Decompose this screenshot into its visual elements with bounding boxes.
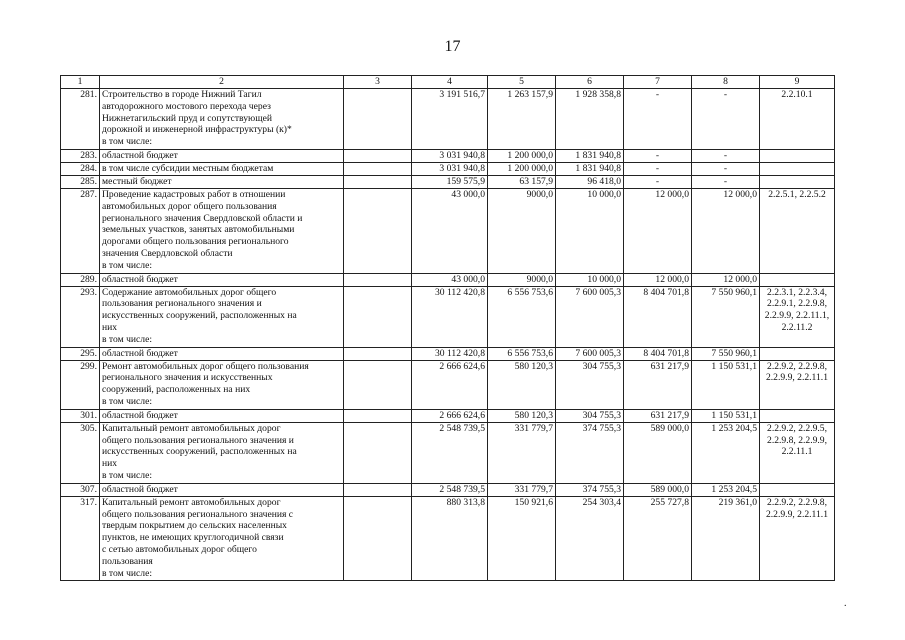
budget-source-row [61,409,835,422]
reference-codes [760,162,835,175]
description-line: в том числе: [102,136,153,148]
row-number: 283. [61,149,100,162]
column-number-header [61,76,835,89]
description-line: в том числе: [102,567,153,579]
column-3-cell [344,162,412,175]
row-number: 305. [61,422,100,481]
column-3-cell [344,188,412,271]
amount-c4: 3 191 516,7 [412,89,488,148]
reference-codes: 2.2.5.1, 2.2.5.2 [760,188,835,271]
description-line: дорожной и инженерной инфраструктуры (к)* [102,124,292,136]
amount-c6: 96 418,0 [556,175,624,188]
description-line: пунктов, не имеющих круглогодичной связи [102,532,284,544]
amount-c6: 254 303,4 [556,496,624,579]
row-number: 293. [61,286,100,345]
reference-codes: 2.2.9.2, 2.2.9.5, 2.2.9.8, 2.2.9.9, 2.2.11.1 [760,422,835,481]
row-description [100,286,344,345]
description-line: автодорожного мостового перехода через [102,100,271,112]
column-header: 7 [624,76,692,89]
amount-c5: 331 779,7 [488,422,556,481]
column-3-cell [344,409,412,422]
separator-cell [692,579,760,581]
budget-table [60,75,835,581]
program-row [61,89,835,148]
amount-c8: - [692,175,760,188]
amount-c7: 589 000,0 [624,483,692,496]
page-number: 17 [444,38,461,55]
amount-c4: 3 031 940,8 [412,149,488,162]
column-header: 1 [61,76,100,89]
separator-cell [556,579,624,581]
column-3-cell [344,286,412,345]
column-header: 2 [100,76,344,89]
description-line: Капитальный ремонт автомобильных дорог [102,496,281,508]
row-description: областной бюджет [100,409,344,422]
description-line: Проведение кадастровых работ в отношении [102,188,286,200]
row-number: 299. [61,360,100,408]
budget-source-row [61,149,835,162]
amount-c8: 1 150 531,1 [692,409,760,422]
row-description: областной бюджет [100,483,344,496]
row-number: 285. [61,175,100,188]
row-description: областной бюджет [100,273,344,286]
column-3-cell [344,496,412,579]
description-line: значения Свердловской области [102,247,233,259]
amount-c7: 8 404 701,8 [624,286,692,345]
amount-c6: 304 755,3 [556,360,624,408]
description-line: в том числе: [102,259,153,271]
amount-c7: 631 217,9 [624,409,692,422]
description-line: земельных участков, занятых автомобильными [102,224,295,236]
row-number: 281. [61,89,100,148]
amount-c7: - [624,175,692,188]
amount-c8: - [692,162,760,175]
description-line: Строительство в городе Нижний Тагил [102,89,262,100]
description-line: искусственных сооружений, расположенных на [102,446,297,458]
program-row [61,496,835,579]
amount-c6: 10 000,0 [556,273,624,286]
reference-codes [760,409,835,422]
description-line: искусственных сооружений, расположенных на [102,310,297,322]
amount-c4: 43 000,0 [412,273,488,286]
budget-source-row [61,483,835,496]
row-description: областной бюджет [100,149,344,162]
budget-source-row [61,273,835,286]
column-3-cell [344,89,412,148]
amount-c8: 7 550 960,1 [692,286,760,345]
column-3-cell [344,360,412,408]
program-row [61,360,835,408]
row-description [100,188,344,271]
row-number: 301. [61,409,100,422]
amount-c4: 2 548 739,5 [412,483,488,496]
amount-c5: 1 200 000,0 [488,149,556,162]
row-number: 287. [61,188,100,271]
description-line: пользования [102,555,153,567]
description-line: Нижнетагильский пруд и сопутствующей [102,112,272,124]
amount-c8: 1 253 204,5 [692,422,760,481]
amount-c5: 6 556 753,6 [488,347,556,360]
amount-c8: 7 550 960,1 [692,347,760,360]
amount-c6: 7 600 005,3 [556,347,624,360]
column-3-cell [344,273,412,286]
amount-c6: 374 755,3 [556,483,624,496]
description-line: в том числе: [102,333,153,345]
amount-c7: - [624,89,692,148]
row-description [100,422,344,481]
amount-c8: 12 000,0 [692,273,760,286]
reference-codes: 2.2.9.2, 2.2.9.8, 2.2.9.9, 2.2.11.1 [760,360,835,408]
description-line: них [102,321,118,333]
separator-cell [100,579,344,581]
column-3-cell [344,422,412,481]
amount-c7: 12 000,0 [624,188,692,271]
description-line: пользования регионального значения и [102,298,262,310]
row-separator [61,579,835,581]
description-line: сооружений, расположенных на них [102,384,251,396]
description-line: регионального значения Свердловской области и [102,212,303,224]
reference-codes [760,175,835,188]
amount-c8: - [692,89,760,148]
amount-c7: - [624,149,692,162]
description-line: Капитальный ремонт автомобильных дорог [102,422,281,434]
amount-c4: 2 666 624,6 [412,409,488,422]
amount-c6: 304 755,3 [556,409,624,422]
amount-c8: 219 361,0 [692,496,760,579]
row-number: 317. [61,496,100,579]
amount-c4: 30 112 420,8 [412,286,488,345]
amount-c8: - [692,149,760,162]
amount-c4: 2 666 624,6 [412,360,488,408]
reference-codes [760,483,835,496]
amount-c5: 1 263 157,9 [488,89,556,148]
amount-c4: 880 313,8 [412,496,488,579]
row-description [100,496,344,579]
row-description: областной бюджет [100,347,344,360]
amount-c5: 9000,0 [488,273,556,286]
amount-c8: 1 150 531,1 [692,360,760,408]
separator-cell [760,579,835,581]
row-number: 307. [61,483,100,496]
reference-codes [760,149,835,162]
amount-c7: - [624,162,692,175]
budget-source-row [61,162,835,175]
row-number: 295. [61,347,100,360]
amount-c5: 9000,0 [488,188,556,271]
amount-c7: 8 404 701,8 [624,347,692,360]
column-3-cell [344,483,412,496]
amount-c5: 580 120,3 [488,409,556,422]
amount-c4: 3 031 940,8 [412,162,488,175]
reference-codes: 2.2.9.2, 2.2.9.8, 2.2.9.9, 2.2.11.1 [760,496,835,579]
amount-c5: 150 921,6 [488,496,556,579]
amount-c5: 63 157,9 [488,175,556,188]
description-line: Ремонт автомобильных дорог общего пользования [102,360,309,372]
amount-c5: 331 779,7 [488,483,556,496]
column-header: 9 [760,76,835,89]
reference-codes: 2.2.10.1 [760,89,835,148]
description-line: общего пользования регионального значения с [102,508,294,520]
description-line: твердым покрытием до сельских населенных [102,520,287,532]
budget-source-row [61,347,835,360]
row-description: в том числе субсидии местным бюджетам [100,162,344,175]
amount-c5: 580 120,3 [488,360,556,408]
separator-cell [488,579,556,581]
reference-codes [760,273,835,286]
column-header: 5 [488,76,556,89]
amount-c4: 2 548 739,5 [412,422,488,481]
separator-cell [344,579,412,581]
amount-c4: 30 112 420,8 [412,347,488,360]
tail-mark: . [844,598,847,609]
amount-c6: 7 600 005,3 [556,286,624,345]
amount-c6: 374 755,3 [556,422,624,481]
amount-c6: 10 000,0 [556,188,624,271]
column-3-cell [344,347,412,360]
description-line: них [102,458,118,470]
row-description [100,360,344,408]
description-line: с сетью автомобильных дорог общего [102,543,257,555]
description-line: в том числе: [102,395,153,407]
column-header: 6 [556,76,624,89]
program-row [61,422,835,481]
amount-c8: 12 000,0 [692,188,760,271]
column-header: 3 [344,76,412,89]
row-number: 289. [61,273,100,286]
amount-c7: 255 727,8 [624,496,692,579]
reference-codes [760,347,835,360]
description-line: регионального значения и искусственных [102,372,273,384]
amount-c4: 159 575,9 [412,175,488,188]
column-3-cell [344,149,412,162]
reference-codes: 2.2.3.1, 2.2.3.4, 2.2.9.1, 2.2.9.8, 2.2.9.9, 2.2.11.1, 2.2.11.2 [760,286,835,345]
column-header: 8 [692,76,760,89]
amount-c6: 1 831 940,8 [556,162,624,175]
amount-c7: 12 000,0 [624,273,692,286]
row-description: местный бюджет [100,175,344,188]
amount-c4: 43 000,0 [412,188,488,271]
amount-c8: 1 253 204,5 [692,483,760,496]
amount-c7: 631 217,9 [624,360,692,408]
amount-c5: 1 200 000,0 [488,162,556,175]
separator-cell [624,579,692,581]
budget-source-row [61,175,835,188]
description-line: в том числе: [102,469,153,481]
program-row [61,188,835,271]
column-header: 4 [412,76,488,89]
amount-c5: 6 556 753,6 [488,286,556,345]
separator-cell [61,579,100,581]
column-3-cell [344,175,412,188]
separator-cell [412,579,488,581]
row-number: 284. [61,162,100,175]
description-line: Содержание автомобильных дорог общего [102,286,277,298]
row-description [100,89,344,148]
amount-c6: 1 928 358,8 [556,89,624,148]
program-row [61,286,835,345]
description-line: общего пользования регионального значения и [102,434,294,446]
description-line: дорогами общего пользования регионального [102,236,289,248]
amount-c6: 1 831 940,8 [556,149,624,162]
amount-c7: 589 000,0 [624,422,692,481]
description-line: автомобильных дорог общего пользования [102,200,277,212]
